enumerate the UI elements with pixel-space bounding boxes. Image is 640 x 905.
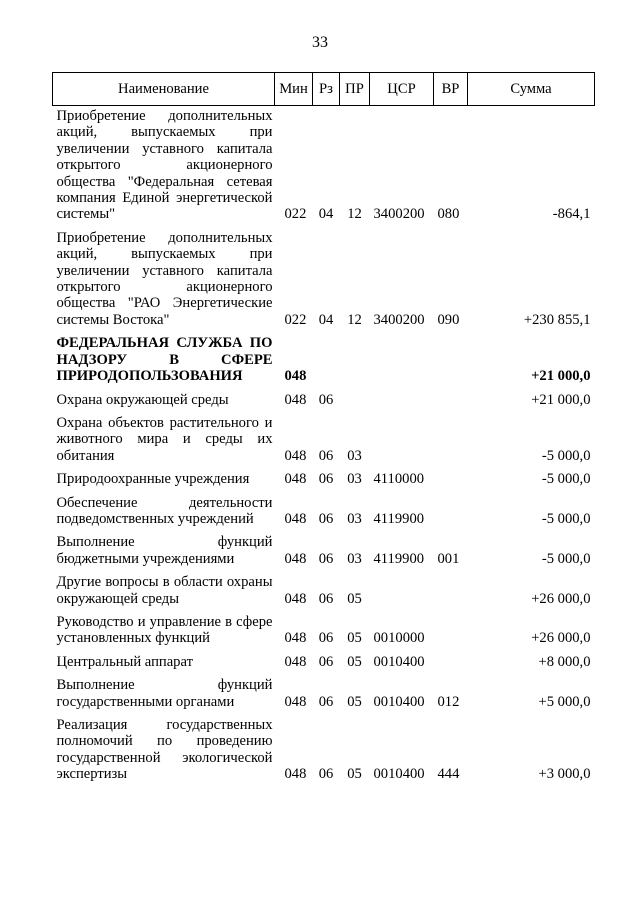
row-sum: -5 000,0 [541,471,591,488]
row-sum: +230 855,1 [523,311,591,328]
row-rz: 06 [318,590,334,607]
table-header [53,73,595,106]
row-pr: 12 [347,311,362,328]
row-sum: -5 000,0 [541,447,591,464]
row-rz: 06 [318,630,334,647]
row-name: Руководство и управление в сфере установленных функций [56,613,273,647]
table-row [53,106,595,230]
row-name: Выполнение функций государственными органами [56,677,273,710]
row-sum: +26 000,0 [531,590,591,607]
row-min: 048 [284,391,307,408]
header-csr: ЦСР [370,73,434,106]
table-row [53,495,595,535]
row-sum: +5 000,0 [538,693,591,710]
row-rz: 04 [318,311,334,328]
row-csr: 4119900 [373,510,425,527]
table-body [53,106,595,790]
row-vr [434,415,468,471]
row-pr: 05 [347,590,362,607]
row-sum: -5 000,0 [541,510,591,527]
header-sum: Сумма [468,73,595,106]
row-vr [434,335,468,391]
table-row [53,614,595,654]
row-rz: 04 [318,206,334,223]
row-csr: 3400200 [373,206,425,223]
row-vr: 001 [437,550,460,567]
row-csr: 0010400 [373,653,425,670]
row-rz: 06 [318,653,334,670]
row-min: 022 [284,206,307,223]
row-pr: 03 [347,447,362,464]
row-vr [434,654,468,677]
header-vr: ВР [434,73,468,106]
row-min: 048 [284,550,307,567]
row-name: Природоохранные учреждения [56,471,250,488]
row-rz: 06 [318,766,334,783]
table-row [53,534,595,574]
row-vr [434,614,468,654]
row-pr: 03 [347,510,362,527]
row-rz: 06 [318,510,334,527]
row-rz: 06 [318,447,334,464]
row-name: Охрана объектов растительного и животного мира и среды их обитания [56,414,273,464]
row-rz: 06 [318,471,334,488]
row-sum: +26 000,0 [531,630,591,647]
row-vr [434,495,468,535]
header-rz: Рз [313,73,340,106]
row-name: Приобретение дополнительных акций, выпускаемых при увеличении уставного капитала открытого акционерного общества "Федеральная сетевая компания Единой энергетической системы" [56,108,273,223]
table-row [53,677,595,717]
header-name: Наименование [53,73,275,106]
header-min: Мин [275,73,313,106]
row-min: 048 [284,471,307,488]
row-pr: 05 [347,630,362,647]
row-rz: 06 [318,550,334,567]
table-row [53,335,595,391]
row-name: Приобретение дополнительных акций, выпускаемых при увеличении уставного капитала открытого акционерного общества "РАО Энергетические системы Востока" [56,229,273,328]
row-vr: 080 [437,206,460,223]
table-row [53,574,595,614]
row-sum: +21 000,0 [531,368,591,385]
table-row [53,415,595,471]
row-vr [434,471,468,494]
row-rz: 06 [318,693,334,710]
header-pr: ПР [340,73,370,106]
row-csr [370,415,434,471]
row-sum: -5 000,0 [541,550,591,567]
row-min: 048 [284,693,307,710]
row-pr: 05 [347,766,362,783]
row-pr: 03 [347,550,362,567]
row-pr [340,335,370,391]
row-vr [434,392,468,415]
row-sum: +8 000,0 [538,653,591,670]
row-csr: 4119900 [373,550,425,567]
row-csr: 4110000 [373,471,425,488]
table-row [53,230,595,335]
row-csr: 0010000 [373,630,425,647]
row-pr: 05 [347,653,362,670]
row-pr [340,392,370,415]
table-row [53,654,595,677]
page-number: 33 [312,34,328,51]
row-csr: 3400200 [373,311,425,328]
row-min: 048 [284,590,307,607]
row-pr: 03 [347,471,362,488]
row-min: 048 [284,447,307,464]
row-vr: 012 [437,693,460,710]
row-csr: 0010400 [373,766,425,783]
row-min: 048 [284,630,307,647]
row-name: Центральный аппарат [56,653,193,670]
row-rz: 06 [318,391,334,408]
budget-table [52,72,595,790]
row-name: Выполнение функций бюджетными учреждениями [56,534,273,567]
row-rz [313,335,340,391]
row-csr: 0010400 [373,693,425,710]
row-vr: 444 [437,766,460,783]
row-csr [370,574,434,614]
row-sum: +21 000,0 [531,391,591,408]
row-name: Реализация государственных полномочий по проведению государственной экологической экспертизы [56,717,273,783]
row-name: Обеспечение деятельности подведомственных учреждений [56,494,273,527]
row-sum: -864,1 [552,206,591,223]
row-name: Охрана окружающей среды [56,391,229,408]
row-vr: 090 [437,311,460,328]
row-min: 048 [284,653,307,670]
row-pr: 05 [347,693,362,710]
row-sum: +3 000,0 [538,766,591,783]
row-pr: 12 [347,206,362,223]
row-name: Другие вопросы в области охраны окружающей среды [56,574,273,607]
row-name: ФЕДЕРАЛЬНАЯ СЛУЖБА ПО НАДЗОРУ В СФЕРЕ ПРИРОДОПОЛЬЗОВАНИЯ [56,335,273,385]
row-vr [434,574,468,614]
table-row [53,471,595,494]
row-min: 048 [284,368,307,385]
table-row [53,717,595,790]
row-min: 048 [284,510,307,527]
table-row [53,392,595,415]
row-min: 022 [284,311,307,328]
row-csr [370,392,434,415]
row-min: 048 [284,766,307,783]
row-csr [370,335,434,391]
